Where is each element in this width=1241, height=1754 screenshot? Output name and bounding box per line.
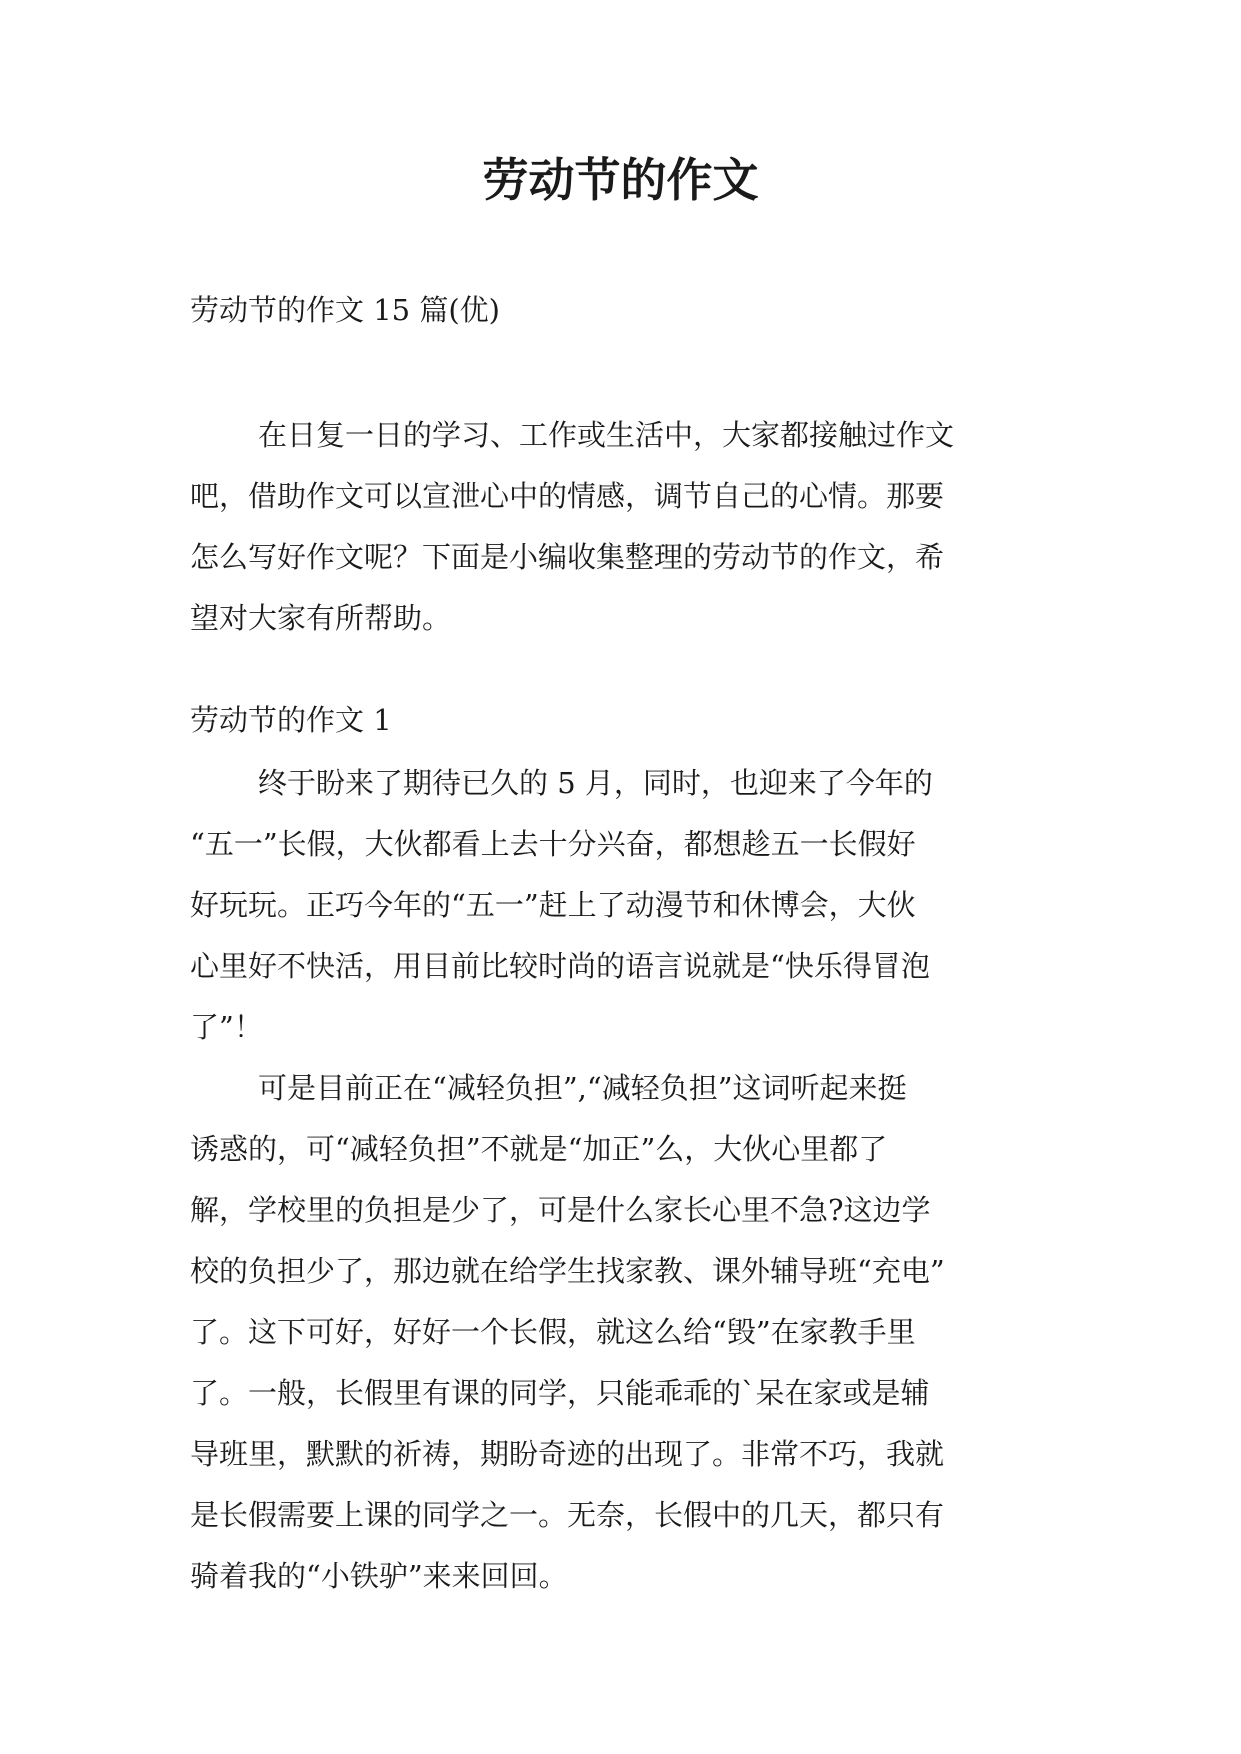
section-heading: 劳动节的作文 1 <box>190 703 392 737</box>
intro-line: 在日复一日的学习、工作或生活中，大家都接触过作文 <box>258 418 955 452</box>
document-subtitle: 劳动节的作文 15 篇(优) <box>190 293 500 327</box>
essay-line: 好玩玩。正巧今年的“五一”赶上了动漫节和休博会，大伙 <box>190 888 916 922</box>
essay-line: 了。这下可好，好好一个长假，就这么给“毁”在家教手里 <box>190 1315 916 1349</box>
essay-line: 解，学校里的负担是少了，可是什么家长心里不急?这边学 <box>190 1193 931 1227</box>
intro-line: 吧，借助作文可以宣泄心中的情感，调节自己的心情。那要 <box>190 479 945 513</box>
intro-line: 怎么写好作文呢？下面是小编收集整理的劳动节的作文，希 <box>190 540 945 574</box>
document-title: 劳动节的作文 <box>482 153 759 207</box>
essay-line: 诱惑的，可“减轻负担”不就是“加正”么，大伙心里都了 <box>190 1132 888 1166</box>
essay-line: 心里好不快活，用目前比较时尚的语言说就是“快乐得冒泡 <box>190 949 930 983</box>
intro-paragraph <box>190 405 1052 649</box>
essay-line: 终于盼来了期待已久的 5 月，同时，也迎来了今年的 <box>258 766 933 800</box>
essay-line: 可是目前正在“减轻负担”,“减轻负担”这词听起来挺 <box>258 1071 907 1105</box>
essay-line: “五一”长假，大伙都看上去十分兴奋，都想趁五一长假好 <box>190 827 916 861</box>
essay-line: 导班里，默默的祈祷，期盼奇迹的出现了。非常不巧，我就 <box>190 1437 945 1471</box>
essay-line: 骑着我的“小铁驴”来来回回。 <box>190 1559 568 1593</box>
essay-line: 了。一般，长假里有课的同学，只能乖乖的`呆在家或是辅 <box>190 1376 930 1410</box>
essay-line: 是长假需要上课的同学之一。无奈，长假中的几天，都只有 <box>190 1498 945 1532</box>
essay-body <box>190 753 1052 1607</box>
intro-line: 望对大家有所帮助。 <box>190 601 452 635</box>
essay-line: 校的负担少了，那边就在给学生找家教、课外辅导班“充电” <box>190 1254 945 1288</box>
essay-line: 了”！ <box>190 1010 263 1044</box>
